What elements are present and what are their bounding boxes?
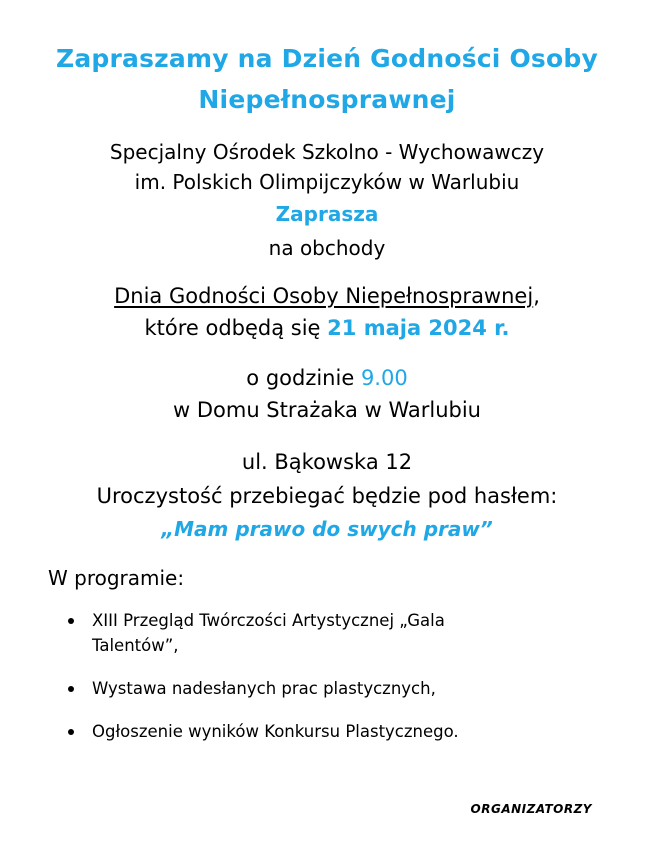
event-time-line	[0, 366, 654, 390]
invites-text: Zaprasza	[275, 202, 379, 226]
event-date-prefix: które odbędą się	[144, 316, 328, 340]
list-item	[64, 676, 534, 701]
list-item	[64, 719, 534, 744]
event-time: 9.00	[360, 366, 408, 390]
host-name-line-2: im. Polskich Olimpijczyków w Warlubiu	[134, 170, 520, 194]
program-list	[64, 608, 534, 762]
event-date: 21 maja 2024 r.	[327, 316, 510, 340]
bullet-icon	[68, 729, 74, 735]
celebrations-text: na obchody	[268, 236, 386, 260]
bullet-icon	[68, 618, 74, 624]
event-name-comma: ,	[533, 284, 540, 308]
host-name-line-1: Specjalny Ośrodek Szkolno - Wychowawczy	[109, 140, 545, 164]
motto-intro: Uroczystość przebiegać będzie pod hasłem:	[96, 484, 558, 508]
program-heading: W programie:	[48, 566, 185, 590]
event-venue: w Domu Strażaka w Warlubiu	[173, 398, 481, 422]
motto-text: „Mam prawo do swych praw”	[161, 517, 493, 541]
organizers-signature: ORGANIZATORZY	[470, 802, 592, 816]
program-item-text: XIII Przegląd Twórczości Artystycznej „Gala Talentów”,	[92, 611, 445, 655]
event-time-prefix: o godzinie	[246, 366, 361, 390]
event-date-line	[0, 316, 654, 340]
event-address: ul. Bąkowska 12	[241, 450, 413, 474]
event-name: Dnia Godności Osoby Niepełnosprawnej	[114, 284, 534, 308]
page-title-line-1: Zapraszamy na Dzień Godności Osoby	[56, 44, 598, 73]
list-item	[64, 608, 534, 658]
page-title-line-2: Niepełnosprawnej	[198, 85, 456, 114]
program-item-text: Ogłoszenie wyników Konkursu Plastycznego.	[92, 722, 459, 741]
bullet-icon	[68, 686, 74, 692]
event-name-line	[0, 284, 654, 308]
program-item-text: Wystawa nadesłanych prac plastycznych,	[92, 679, 436, 698]
